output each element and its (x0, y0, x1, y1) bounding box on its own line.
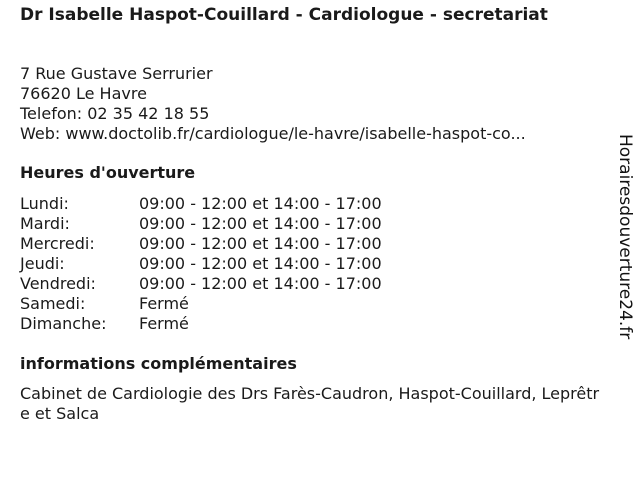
day-label: Jeudi: (20, 254, 65, 273)
day-label: Mercredi: (20, 234, 95, 253)
day-label: Samedi: (20, 294, 86, 313)
day-label: Lundi: (20, 194, 69, 213)
additional-info-text: Cabinet de Cardiologie des Drs Farès-Caudron, Haspot-Couillard, Leprêtre et Salca (20, 384, 600, 423)
watermark-text: Horairesdouverture24.fr (615, 134, 635, 340)
hours-value: 09:00 - 12:00 et 14:00 - 17:00 (139, 234, 382, 253)
day-label: Dimanche: (20, 314, 107, 333)
hours-value: 09:00 - 12:00 et 14:00 - 17:00 (139, 254, 382, 273)
hours-value: Fermé (139, 314, 189, 333)
city-postcode: 76620 Le Havre (20, 84, 147, 103)
hours-value: 09:00 - 12:00 et 14:00 - 17:00 (139, 274, 382, 293)
phone-number[interactable]: Telefon: 02 35 42 18 55 (20, 104, 210, 123)
address-block (20, 64, 526, 144)
hours-value: 09:00 - 12:00 et 14:00 - 17:00 (139, 194, 382, 213)
hours-value: Fermé (139, 294, 189, 313)
page-title: Dr Isabelle Haspot-Couillard - Cardiologue - secretariat (20, 5, 548, 25)
hours-value: 09:00 - 12:00 et 14:00 - 17:00 (139, 214, 382, 233)
day-label: Mardi: (20, 214, 70, 233)
opening-hours-heading: Heures d'ouverture (20, 163, 196, 182)
day-label: Vendredi: (20, 274, 96, 293)
street-address: 7 Rue Gustave Serrurier (20, 64, 213, 83)
site-watermark (612, 134, 638, 344)
website-link[interactable]: Web: www.doctolib.fr/cardiologue/le-havre/isabelle-haspot-co... (20, 124, 526, 143)
additional-info-heading: informations complémentaires (20, 354, 297, 373)
